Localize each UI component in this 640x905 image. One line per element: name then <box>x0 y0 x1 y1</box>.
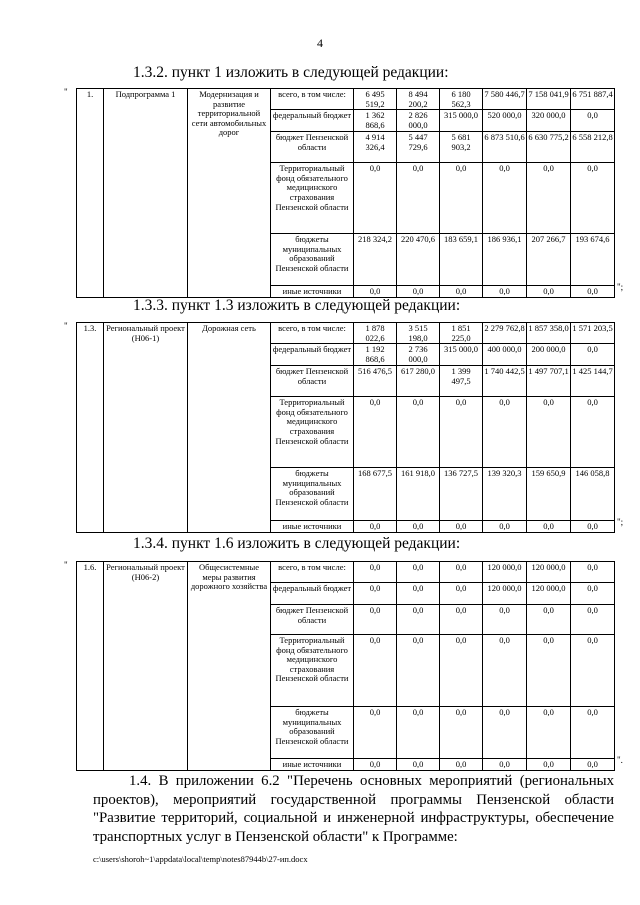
program-name: Подпрограмма 1 <box>104 89 188 298</box>
event-name: Модернизация и развитие территориальной сети автомобильных дорог <box>188 89 271 298</box>
quote-close: "; <box>617 517 624 527</box>
value-cell: 0,0 <box>354 397 397 468</box>
value-cell: 0,0 <box>354 562 397 583</box>
value-cell: 0,0 <box>354 707 397 759</box>
value-cell: 120 000,0 <box>483 562 527 583</box>
value-cell: 207 266,7 <box>527 234 571 286</box>
value-cell: 0,0 <box>397 707 440 759</box>
value-cell: 1 425 144,7 <box>571 366 615 397</box>
quote-open: " <box>64 560 68 570</box>
value-cell: 0,0 <box>354 583 397 605</box>
value-cell: 0,0 <box>440 286 483 298</box>
value-cell: 1 851 225,0 <box>440 323 483 344</box>
value-cell: 120 000,0 <box>527 562 571 583</box>
value-cell: 0,0 <box>483 635 527 707</box>
program-table-3 <box>76 561 615 771</box>
section-heading: 1.3.3. пункт 1.3 изложить в следующей редакции: <box>133 297 461 314</box>
source-cell: бюджеты муниципальных образований Пензенской области <box>271 707 354 759</box>
value-cell: 186 936,1 <box>483 234 527 286</box>
value-cell: 1 399 497,5 <box>440 366 483 397</box>
value-cell: 0,0 <box>483 605 527 635</box>
value-cell: 1 740 442,5 <box>483 366 527 397</box>
program-name: Региональный проект (Н06-1) <box>104 323 188 533</box>
value-cell: 0,0 <box>397 163 440 234</box>
value-cell: 6 558 212,8 <box>571 132 615 163</box>
value-cell: 0,0 <box>354 163 397 234</box>
value-cell: 6 495 519,2 <box>354 89 397 110</box>
value-cell: 159 650,9 <box>527 468 571 521</box>
value-cell: 0,0 <box>527 707 571 759</box>
source-cell: бюджет Пензенской области <box>271 132 354 163</box>
value-cell: 2 736 000,0 <box>397 344 440 366</box>
value-cell: 7 580 446,7 <box>483 89 527 110</box>
paragraph-line: транспортных услуг в Пензенской области" к Программе: <box>93 828 458 845</box>
source-cell: бюджеты муниципальных образований Пензенской области <box>271 468 354 521</box>
page-number: 4 <box>317 36 323 50</box>
value-cell: 0,0 <box>483 163 527 234</box>
value-cell: 6 630 775,2 <box>527 132 571 163</box>
source-cell: бюджет Пензенской области <box>271 366 354 397</box>
value-cell: 0,0 <box>440 163 483 234</box>
value-cell: 161 918,0 <box>397 468 440 521</box>
value-cell: 0,0 <box>440 605 483 635</box>
value-cell: 0,0 <box>483 707 527 759</box>
value-cell: 0,0 <box>397 759 440 771</box>
footer-file-path: c:\users\shoroh~1\appdata\local\temp\notes87944b\27-ип.docx <box>93 854 308 864</box>
value-cell: 0,0 <box>397 562 440 583</box>
value-cell: 0,0 <box>571 562 615 583</box>
value-cell: 3 515 198,0 <box>397 323 440 344</box>
value-cell: 0,0 <box>527 759 571 771</box>
value-cell: 1 571 203,5 <box>571 323 615 344</box>
value-cell: 0,0 <box>571 286 615 298</box>
value-cell: 0,0 <box>527 521 571 533</box>
value-cell: 0,0 <box>440 759 483 771</box>
value-cell: 5 681 903,2 <box>440 132 483 163</box>
source-cell: федеральный бюджет <box>271 110 354 132</box>
row-number: 1. <box>77 89 104 298</box>
value-cell: 0,0 <box>397 635 440 707</box>
source-cell: бюджеты муниципальных образований Пензенской области <box>271 234 354 286</box>
source-cell: всего, в том числе: <box>271 562 354 583</box>
event-name: Дорожная сеть <box>188 323 271 533</box>
value-cell: 0,0 <box>571 605 615 635</box>
value-cell: 7 158 041,9 <box>527 89 571 110</box>
value-cell: 0,0 <box>483 397 527 468</box>
source-cell: Территориальный фонд обязательного медицинского страхования Пензенской области <box>271 397 354 468</box>
value-cell: 0,0 <box>440 521 483 533</box>
source-cell: Территориальный фонд обязательного медицинского страхования Пензенской области <box>271 635 354 707</box>
value-cell: 120 000,0 <box>527 583 571 605</box>
value-cell: 1 878 022,6 <box>354 323 397 344</box>
value-cell: 0,0 <box>440 583 483 605</box>
source-cell: всего, в том числе: <box>271 323 354 344</box>
value-cell: 1 857 358,0 <box>527 323 571 344</box>
value-cell: 0,0 <box>354 286 397 298</box>
value-cell: 0,0 <box>397 583 440 605</box>
program-table-2 <box>76 322 615 533</box>
value-cell: 6 873 510,6 <box>483 132 527 163</box>
value-cell: 220 470,6 <box>397 234 440 286</box>
value-cell: 0,0 <box>397 605 440 635</box>
value-cell: 0,0 <box>397 397 440 468</box>
source-cell: иные источники <box>271 759 354 771</box>
value-cell: 0,0 <box>483 521 527 533</box>
value-cell: 0,0 <box>440 562 483 583</box>
value-cell: 0,0 <box>571 707 615 759</box>
row-number: 1.3. <box>77 323 104 533</box>
value-cell: 218 324,2 <box>354 234 397 286</box>
program-table-1 <box>76 88 615 298</box>
value-cell: 6 751 887,4 <box>571 89 615 110</box>
value-cell: 0,0 <box>571 521 615 533</box>
section-heading: 1.3.4. пункт 1.6 изложить в следующей редакции: <box>133 535 461 552</box>
value-cell: 5 447 729,6 <box>397 132 440 163</box>
value-cell: 200 000,0 <box>527 344 571 366</box>
value-cell: 183 659,1 <box>440 234 483 286</box>
value-cell: 0,0 <box>527 286 571 298</box>
value-cell: 0,0 <box>483 759 527 771</box>
value-cell: 1 497 707,1 <box>527 366 571 397</box>
value-cell: 4 914 326,4 <box>354 132 397 163</box>
value-cell: 168 677,5 <box>354 468 397 521</box>
value-cell: 2 826 000,0 <box>397 110 440 132</box>
value-cell: 520 000,0 <box>483 110 527 132</box>
value-cell: 617 280,0 <box>397 366 440 397</box>
value-cell: 0,0 <box>354 759 397 771</box>
value-cell: 0,0 <box>571 759 615 771</box>
value-cell: 0,0 <box>571 110 615 132</box>
value-cell: 0,0 <box>571 635 615 707</box>
source-cell: Территориальный фонд обязательного медицинского страхования Пензенской области <box>271 163 354 234</box>
value-cell: 315 000,0 <box>440 110 483 132</box>
value-cell: 2 279 762,8 <box>483 323 527 344</box>
section-heading: 1.3.2. пункт 1 изложить в следующей редакции: <box>133 64 449 81</box>
value-cell: 0,0 <box>527 397 571 468</box>
value-cell: 0,0 <box>440 635 483 707</box>
value-cell: 0,0 <box>527 605 571 635</box>
source-cell: федеральный бюджет <box>271 583 354 605</box>
value-cell: 136 727,5 <box>440 468 483 521</box>
value-cell: 400 000,0 <box>483 344 527 366</box>
quote-open: " <box>64 321 68 331</box>
value-cell: 0,0 <box>397 521 440 533</box>
value-cell: 146 058,8 <box>571 468 615 521</box>
program-name: Региональный проект (Н06-2) <box>104 562 188 771</box>
row-number: 1.6. <box>77 562 104 771</box>
value-cell: 8 494 200,2 <box>397 89 440 110</box>
source-cell: федеральный бюджет <box>271 344 354 366</box>
source-cell: иные источники <box>271 286 354 298</box>
paragraph-line: "Развитие территорий, социальной и инженерной инфраструктуры, обеспечение <box>93 810 614 826</box>
value-cell: 0,0 <box>354 635 397 707</box>
value-cell: 1 362 868,6 <box>354 110 397 132</box>
paragraph-1-4 <box>93 772 614 846</box>
source-cell: бюджет Пензенской области <box>271 605 354 635</box>
value-cell: 315 000,0 <box>440 344 483 366</box>
value-cell: 0,0 <box>571 583 615 605</box>
value-cell: 0,0 <box>397 286 440 298</box>
value-cell: 0,0 <box>354 605 397 635</box>
value-cell: 0,0 <box>440 397 483 468</box>
value-cell: 0,0 <box>354 521 397 533</box>
value-cell: 0,0 <box>571 163 615 234</box>
source-cell: всего, в том числе: <box>271 89 354 110</box>
value-cell: 516 476,5 <box>354 366 397 397</box>
quote-close: ". <box>617 755 623 765</box>
value-cell: 1 192 868,6 <box>354 344 397 366</box>
value-cell: 193 674,6 <box>571 234 615 286</box>
value-cell: 6 180 562,3 <box>440 89 483 110</box>
value-cell: 120 000,0 <box>483 583 527 605</box>
value-cell: 320 000,0 <box>527 110 571 132</box>
value-cell: 0,0 <box>483 286 527 298</box>
quote-close: "; <box>617 282 624 292</box>
value-cell: 0,0 <box>571 344 615 366</box>
value-cell: 0,0 <box>527 163 571 234</box>
value-cell: 0,0 <box>571 397 615 468</box>
value-cell: 139 320,3 <box>483 468 527 521</box>
event-name: Общесистемные меры развития дорожного хозяйства <box>188 562 271 771</box>
value-cell: 0,0 <box>440 707 483 759</box>
paragraph-line: проектов), мероприятий государственной программы Пензенской области <box>93 791 614 808</box>
quote-open: " <box>64 87 68 97</box>
paragraph-line: 1.4. В приложении 6.2 "Перечень основных мероприятий (региональных <box>129 773 614 789</box>
source-cell: иные источники <box>271 521 354 533</box>
value-cell: 0,0 <box>527 635 571 707</box>
